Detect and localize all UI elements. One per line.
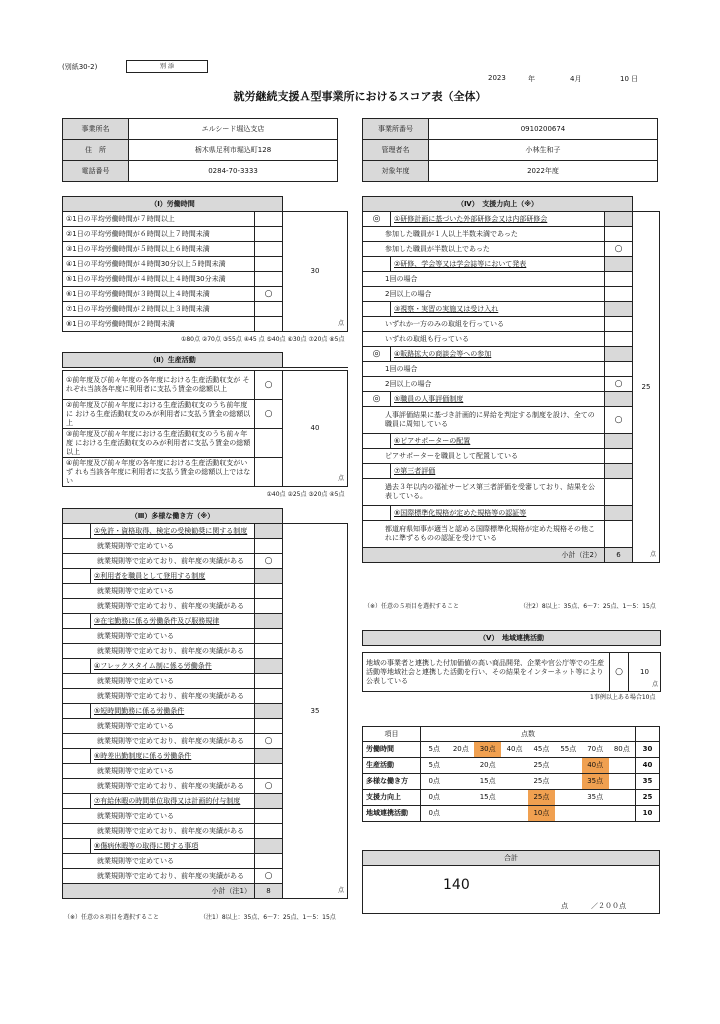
s2-score-cell (283, 371, 348, 487)
summary-cell: 35点 (582, 774, 609, 790)
info-label: 電話番号 (63, 161, 129, 182)
s4-item-title: ④販路拡大の商談会等への参加 (391, 347, 605, 362)
s5-pt: 点 (652, 681, 659, 688)
info-label: 事業所名 (63, 119, 129, 140)
summary-cell (609, 758, 636, 774)
s3-sub-mark (255, 719, 283, 734)
s2-note: ①40点 ②25点 ③20点 ④5点 (266, 490, 345, 498)
summary-row (363, 774, 660, 790)
s4-note-right: （注2）8以上：35点、6～7：25点、1～5：15点 (520, 603, 656, 610)
total-label: 合計 (363, 851, 659, 866)
info-label: 対象年度 (363, 161, 429, 182)
section-work-styles (62, 508, 348, 899)
s3-group-title: ②利用者を職員として登用する制度 (91, 569, 255, 584)
s4-title: （Ⅳ） 支援力向上（※） (363, 197, 633, 212)
date-year-suffix: 年 (528, 75, 535, 83)
s4-subtotal-label: 小計（注2） (363, 548, 605, 563)
section-labor-hours (62, 196, 348, 346)
s3-check-cell (63, 794, 91, 809)
summary-cell: 15点 (474, 774, 501, 790)
s3-check-cell (63, 569, 91, 584)
summary-label: 支援力向上 (363, 790, 421, 806)
summary-cell (447, 806, 474, 822)
summary-cell: 10点 (528, 806, 555, 822)
s2-row-label: ③前年度及び前々年度における生産活動収支のうち前々年度 における生産活動収支のみが利用者に支払う賃金の総額以上 (63, 429, 255, 458)
total-value: 140 (443, 877, 470, 893)
summary-cell (447, 758, 474, 774)
summary-cell (447, 790, 474, 806)
summary-cell: 70点 (582, 742, 609, 758)
s2-score: 40 (310, 424, 320, 432)
s4-subtotal-row (363, 548, 660, 563)
s4-sub-label: いずれか一方のみの取組を行っている (363, 317, 605, 332)
s4-item-mark (363, 464, 391, 479)
s3-check-cell (63, 659, 91, 674)
summary-cell (555, 758, 582, 774)
s1-row-label: ⑧1日の平均労働時間が２時間未満 (63, 317, 255, 332)
s1-row-mark (255, 272, 283, 287)
s4-sub-label: 都道府県知事が適当と認める国際標準化規格が定めた規格その他これに準ずるものの認証を受けている (363, 521, 605, 548)
s2-row-mark: ○ (255, 400, 283, 429)
s1-row-mark (255, 302, 283, 317)
s3-group-title: ⑧傷病休暇等の取得に関する事項 (91, 839, 255, 854)
s3-sub-label: 就業規則等で定めている (63, 854, 255, 869)
s5-text: 地域の事業者と連携した付加価値の高い商品開発、企業や官公庁等での生産活動等地域社会と連携した活動を行い、その結果をインターネット等により公表している (366, 658, 604, 685)
summary-label: 多様な働き方 (363, 774, 421, 790)
s2-row-mark (255, 458, 283, 487)
s4-sub-mark (605, 272, 633, 287)
s4-sub-mark (605, 479, 633, 506)
s3-pt: 点 (337, 887, 344, 894)
s3-sub-label: 就業規則等で定めている (63, 764, 255, 779)
summary-cell: 20点 (447, 742, 474, 758)
summary-cell: 45点 (528, 742, 555, 758)
s1-pt: 点 (337, 320, 344, 327)
info-table-left (62, 118, 338, 182)
s4-item-header (363, 212, 660, 227)
s3-check-cell (63, 524, 91, 539)
info-table-right (362, 118, 658, 182)
s1-row-label: ⑦1日の平均労働時間が２時間以上３時間未満 (63, 302, 255, 317)
summary-cell: 5点 (421, 742, 448, 758)
summary-cell: 0点 (421, 806, 448, 822)
summary-cell: 30点 (474, 742, 501, 758)
s4-sub-label: 参加した職員が１人以上半数未満であった (363, 227, 605, 242)
s3-sub-mark (255, 689, 283, 704)
s4-item-header (363, 464, 660, 479)
summary-total: 25 (636, 790, 660, 806)
summary-cell (582, 806, 609, 822)
s4-subrow (363, 479, 660, 506)
s4-sub-mark (605, 362, 633, 377)
s4-sub-label: 過去３年以内の福祉サービス第三者評価を受審しており、結果を公表している。 (363, 479, 605, 506)
s3-group-title: ⑤短時間勤務に係る労働条件 (91, 704, 255, 719)
s4-sub-label: 2回以上の場合 (363, 377, 605, 392)
s2-pt: 点 (337, 475, 344, 482)
info-value: 2022年度 (429, 161, 658, 182)
summary-cell: 55点 (555, 742, 582, 758)
info-value: 小林生和子 (429, 140, 658, 161)
info-row (363, 119, 658, 140)
s4-sub-mark (605, 317, 633, 332)
s4-subrow (363, 332, 660, 347)
s3-sub-label: 就業規則等で定めており、前年度の実績がある (63, 599, 255, 614)
summary-total: 10 (636, 806, 660, 822)
summary-row (363, 806, 660, 822)
summary-cell (447, 774, 474, 790)
s4-sub-label: 1回の場合 (363, 272, 605, 287)
summary-cell: 20点 (474, 758, 501, 774)
s3-sub-mark (255, 584, 283, 599)
s3-note-right: （注1）8以上：35点、6～7：25点、1～5：15点 (200, 914, 336, 921)
s1-row-mark (255, 212, 283, 227)
summary-cell (501, 774, 528, 790)
s3-sub-label: 就業規則等で定めており、前年度の実績がある (63, 644, 255, 659)
s1-title: （Ⅰ）労働時間 (63, 197, 283, 212)
s4-item-mark (363, 302, 391, 317)
s2-row-label: ②前年度及び前々年度における生産活動収支のうち前年度に おける生産活動収支のみが利用者に支払う賃金の総額以上 (63, 400, 255, 429)
summary-cell (501, 790, 528, 806)
s4-sub-label: 2回以上の場合 (363, 287, 605, 302)
s3-sub-mark (255, 809, 283, 824)
s4-item-title: ⑧国際標準化規格が定めた規格等の認証等 (391, 506, 605, 521)
summary-cell (555, 806, 582, 822)
info-label: 住 所 (63, 140, 129, 161)
summary-row (363, 742, 660, 758)
summary-label: 地域連携活動 (363, 806, 421, 822)
s4-item-title: ①研修計画に基づいた外部研修会又は内部研修会 (391, 212, 605, 227)
s4-item-title: ②研修、学会等又は学会誌等において発表 (391, 257, 605, 272)
s4-item-mark: ◎ (363, 347, 391, 362)
info-row (363, 140, 658, 161)
s2-row (63, 371, 348, 400)
s1-row-label: ④1日の平均労働時間が４時間30分以上５時間未満 (63, 257, 255, 272)
s3-group-title: ⑥時差出勤制度に係る労働条件 (91, 749, 255, 764)
date-day: 10 日 (620, 75, 639, 83)
info-row (363, 161, 658, 182)
s4-subtotal: 6 (605, 548, 633, 563)
info-value: 0284-70-3333 (129, 161, 338, 182)
s3-sub-mark (255, 539, 283, 554)
s1-score-cell (283, 212, 348, 332)
s4-item-header (363, 392, 660, 407)
s4-item-title: ⑤職員の人事評価制度 (391, 392, 605, 407)
s2-row-mark (255, 429, 283, 458)
s1-row-mark (255, 257, 283, 272)
s2-row-mark: ○ (255, 371, 283, 400)
summary-cell: 25点 (528, 758, 555, 774)
s4-sub-label: 参加した職員が半数以上であった (363, 242, 605, 257)
s4-subrow (363, 287, 660, 302)
info-value: 栃木県足利市堀込町128 (129, 140, 338, 161)
s3-sub-label: 就業規則等で定めている (63, 539, 255, 554)
s3-sub-label: 就業規則等で定めている (63, 719, 255, 734)
s5-score: 10 (640, 667, 649, 676)
s1-row-mark (255, 242, 283, 257)
s3-title: （Ⅲ）多様な働き方（※） (63, 509, 283, 524)
s3-sub-mark: ○ (255, 734, 283, 749)
s3-group-title: ④フレックスタイム制に係る労働条件 (91, 659, 255, 674)
summary-cell: 35点 (582, 790, 609, 806)
summary-total: 40 (636, 758, 660, 774)
summary-cell: 25点 (528, 774, 555, 790)
s4-item-header (363, 506, 660, 521)
date-year: 2023 (488, 74, 506, 82)
s4-sub-mark (605, 332, 633, 347)
s4-item-mark: ◎ (363, 212, 391, 227)
s4-subrow (363, 407, 660, 434)
s5-mark: ○ (610, 653, 629, 691)
section-community (362, 630, 661, 692)
s3-sub-mark: ○ (255, 779, 283, 794)
summary-cell (609, 774, 636, 790)
s4-sub-mark (605, 287, 633, 302)
s3-sub-label: 就業規則等で定めている (63, 584, 255, 599)
s3-sub-mark (255, 644, 283, 659)
s4-subrow (363, 449, 660, 464)
s4-subrow (363, 317, 660, 332)
summary-cell: 40点 (582, 758, 609, 774)
s3-check-cell (63, 614, 91, 629)
s4-item-mark (363, 257, 391, 272)
s3-sub-label: 就業規則等で定めている (63, 629, 255, 644)
summary-cell: 40点 (501, 742, 528, 758)
s4-note-left: （※）任意の５項目を選択すること (364, 603, 460, 610)
summary-row (363, 790, 660, 806)
s4-item-header (363, 347, 660, 362)
summary-row (363, 758, 660, 774)
page-title: 就労継続支援Ａ型事業所におけるスコア表（全体） (233, 90, 487, 103)
s5-title: （Ⅴ） 地域連携活動 (363, 631, 661, 646)
s3-sub-label: 就業規則等で定めている (63, 809, 255, 824)
s4-item-mark: ◎ (363, 392, 391, 407)
s3-sub-label: 就業規則等で定めている (63, 674, 255, 689)
s3-score-cell (283, 524, 348, 899)
s3-sub-mark (255, 854, 283, 869)
s4-score: 25 (641, 382, 651, 391)
info-row (63, 119, 338, 140)
total-box (362, 850, 660, 914)
summary-cell: 0点 (421, 790, 448, 806)
s1-row-label: ⑤1日の平均労働時間が４時間以上４時間30分未満 (63, 272, 255, 287)
s1-row-mark (255, 227, 283, 242)
s3-sub-label: 就業規則等で定めており、前年度の実績がある (63, 689, 255, 704)
summary-total: 30 (636, 742, 660, 758)
summary-cell: 15点 (474, 790, 501, 806)
s3-group-title: ③在宅勤務に係る労働条件及び服務規律 (91, 614, 255, 629)
total-max: ／２００点 (591, 902, 626, 910)
info-value: 0910200674 (429, 119, 658, 140)
form-ref: (別紙30-2) (62, 63, 98, 71)
s2-row-label: ①前年度及び前々年度の各年度における生産活動収支が それぞれ当該各年度に利用者に支払う賃金の総額以上 (63, 371, 255, 400)
s3-group-title: ⑦有給休暇の時間単位取得又は計画的付与制度 (91, 794, 255, 809)
s4-subrow (363, 272, 660, 287)
date-month: 4月 (570, 75, 582, 83)
summary-total: 35 (636, 774, 660, 790)
s2-row-label: ④前年度及び前々年度の各年度における生産活動収支がいず れも当該各年度に利用者に支払う賃金の総額以上ではない (63, 458, 255, 487)
s1-row-label: ③1日の平均労働時間が５時間以上６時間未満 (63, 242, 255, 257)
info-value: エルシード堀込支店 (129, 119, 338, 140)
summary-label: 生産活動 (363, 758, 421, 774)
summary-header (363, 727, 660, 742)
summary-h-pts: 点数 (421, 727, 636, 742)
s1-row-label: ①1日の平均労働時間が７時間以上 (63, 212, 255, 227)
s4-score-cell (633, 212, 660, 563)
attachment-badge: 別 添 (126, 60, 208, 73)
s3-sub-mark (255, 824, 283, 839)
summary-label: 労働時間 (363, 742, 421, 758)
s3-sub-mark: ○ (255, 554, 283, 569)
info-label: 事業所番号 (363, 119, 429, 140)
s4-subrow (363, 362, 660, 377)
summary-cell: 5点 (421, 758, 448, 774)
s3-subtotal-label: 小計（注1） (63, 884, 255, 899)
section-support-capacity (362, 196, 660, 563)
s3-subtotal: 8 (255, 884, 283, 899)
s4-item-title: ⑦第三者評価 (391, 464, 605, 479)
info-row (63, 140, 338, 161)
summary-cell: 25点 (528, 790, 555, 806)
s4-item-header (363, 257, 660, 272)
s3-group-header (63, 524, 348, 539)
s1-row (63, 212, 348, 227)
s4-item-mark (363, 506, 391, 521)
total-pt: 点 (561, 902, 568, 910)
s1-row-mark (255, 317, 283, 332)
s4-item-mark (363, 434, 391, 449)
s4-pt: 点 (649, 551, 656, 558)
s3-sub-label: 就業規則等で定めており、前年度の実績がある (63, 554, 255, 569)
s2-title: （Ⅱ）生産活動 (63, 353, 283, 368)
s4-sub-mark: ○ (605, 407, 633, 434)
s4-subrow (363, 242, 660, 257)
info-row (63, 161, 338, 182)
summary-cell (501, 806, 528, 822)
s1-row-mark: ○ (255, 287, 283, 302)
s3-sub-mark (255, 764, 283, 779)
s4-sub-label: 人事評価結果に基づき計画的に昇給を判定する制度を設け、全ての職員に周知している (363, 407, 605, 434)
s1-row-label: ⑥1日の平均労働時間が３時間以上４時間未満 (63, 287, 255, 302)
summary-cell: 0点 (421, 774, 448, 790)
s3-note-left: （※）任意の８項目を選択すること (64, 914, 160, 921)
s3-check-cell (63, 749, 91, 764)
s4-sub-mark: ○ (605, 377, 633, 392)
s3-group-title: ①免許・資格取得、検定の受検勧奨に関する制度 (91, 524, 255, 539)
section-production (62, 352, 348, 501)
summary-cell (609, 790, 636, 806)
s4-item-title: ③視察・実習の実施又は受け入れ (391, 302, 605, 317)
s3-sub-mark (255, 629, 283, 644)
s1-note: ①80点 ②70点 ③55点 ④45 点 ⑤40点 ⑥30点 ⑦20点 ⑧5点 (180, 335, 345, 343)
s1-row-label: ②1日の平均労働時間が６時間以上７時間未満 (63, 227, 255, 242)
s4-sub-mark (605, 521, 633, 548)
s4-sub-mark (605, 449, 633, 464)
s1-score: 30 (310, 267, 320, 275)
summary-table (362, 726, 660, 822)
s3-sub-label: 就業規則等で定めており、前年度の実績がある (63, 869, 255, 884)
summary-cell (555, 790, 582, 806)
s4-sub-mark (605, 227, 633, 242)
summary-cell (474, 806, 501, 822)
s4-item-title: ⑥ピアサポーターの配置 (391, 434, 605, 449)
summary-cell (609, 806, 636, 822)
s5-note: 1事例以上ある場合10点 (590, 694, 656, 701)
s3-sub-mark (255, 674, 283, 689)
s3-sub-label: 就業規則等で定めており、前年度の実績がある (63, 824, 255, 839)
s4-sub-label: 1回の場合 (363, 362, 605, 377)
s3-sub-mark (255, 599, 283, 614)
s4-item-header (363, 434, 660, 449)
s3-check-cell (63, 704, 91, 719)
summary-cell (555, 774, 582, 790)
s4-subrow (363, 227, 660, 242)
s3-sub-mark: ○ (255, 869, 283, 884)
summary-h-item: 項目 (363, 727, 421, 742)
s4-sub-label: いずれの取組も行っている (363, 332, 605, 347)
s4-subrow (363, 521, 660, 548)
s3-score: 35 (310, 706, 320, 715)
s3-check-cell (63, 839, 91, 854)
s4-sub-mark: ○ (605, 242, 633, 257)
s3-sub-label: 就業規則等で定めており、前年度の実績がある (63, 779, 255, 794)
info-label: 管理者名 (363, 140, 429, 161)
s4-subrow (363, 377, 660, 392)
s4-sub-label: ピアサポーターを職員として配置している (363, 449, 605, 464)
s4-item-header (363, 302, 660, 317)
summary-cell: 80点 (609, 742, 636, 758)
s3-sub-label: 就業規則等で定めており、前年度の実績がある (63, 734, 255, 749)
summary-cell (501, 758, 528, 774)
